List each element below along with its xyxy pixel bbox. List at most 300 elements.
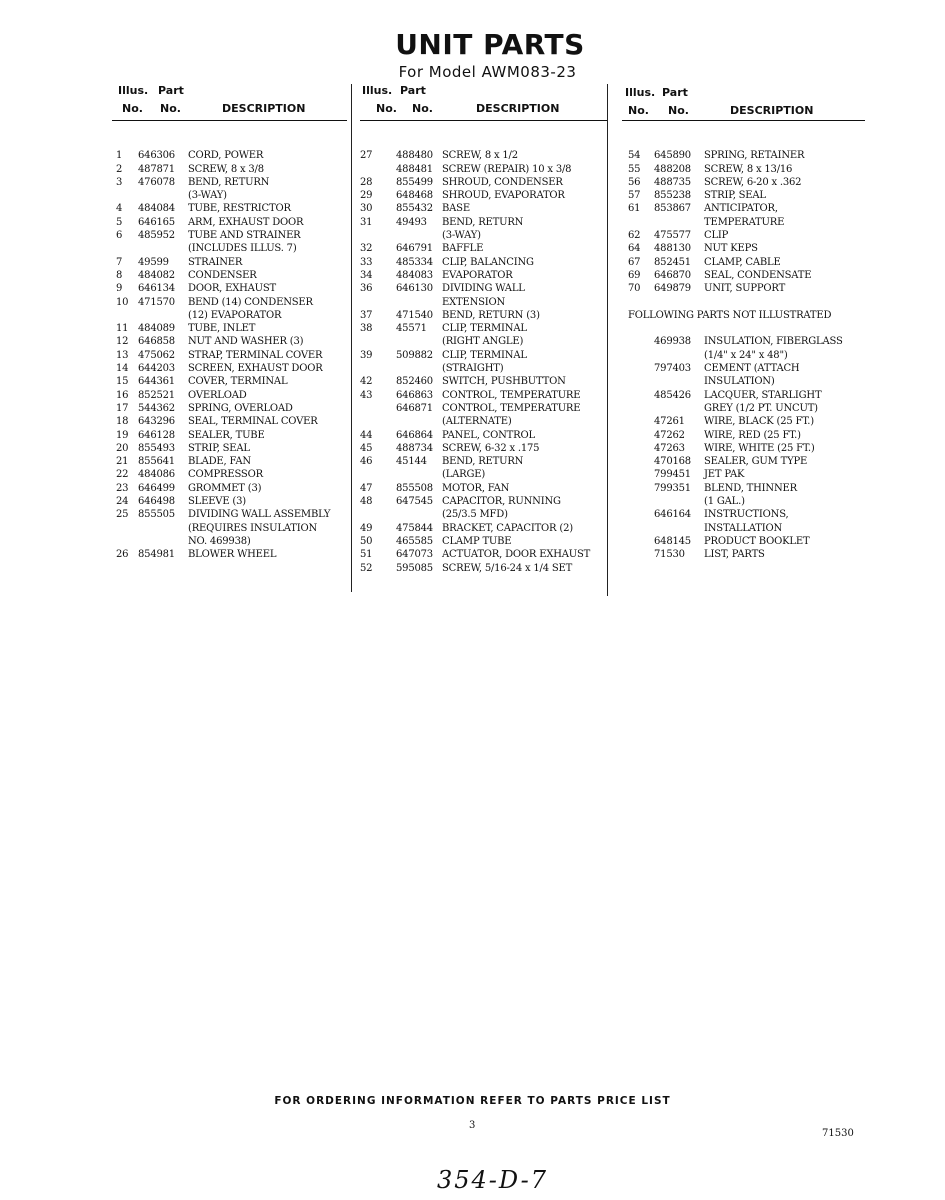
page-title: UNIT PARTS <box>395 28 585 61</box>
illus-no: 34 <box>360 269 373 281</box>
parts-row <box>360 256 610 269</box>
parts-row <box>622 322 867 335</box>
illus-no: 44 <box>360 429 373 441</box>
illus-no: 7 <box>116 256 123 268</box>
parts-row <box>622 189 867 202</box>
part-no: 45571 <box>396 323 427 335</box>
part-description: SEAL, CONDENSATE <box>704 269 812 281</box>
parts-row <box>360 482 610 495</box>
illus-no: 9 <box>116 283 123 295</box>
parts-row <box>622 442 867 455</box>
part-description: PRODUCT BOOKLET <box>704 535 810 547</box>
illus-no: 38 <box>360 323 373 335</box>
illus-no: 4 <box>116 203 123 215</box>
part-no: 643296 <box>138 416 175 428</box>
part-no: 646306 <box>138 150 175 162</box>
part-no: 644361 <box>138 376 175 388</box>
part-description: ACTUATOR, DOOR EXHAUST <box>442 549 591 561</box>
parts-row <box>360 362 610 375</box>
part-no: 49599 <box>138 256 169 268</box>
parts-row <box>622 375 867 388</box>
illus-no: 39 <box>360 349 373 361</box>
parts-row <box>622 468 867 481</box>
parts-row <box>112 296 352 309</box>
part-description: SPRING, RETAINER <box>704 150 805 162</box>
part-description: CLIP, TERMINAL <box>442 323 527 335</box>
part-description: BRACKET, CAPACITOR (2) <box>442 522 573 534</box>
part-no: 649879 <box>654 283 691 295</box>
part-no: 646870 <box>654 269 691 281</box>
parts-row <box>622 229 867 242</box>
part-description: CLAMP TUBE <box>442 535 512 547</box>
part-description: SCREW, 8 x 1/2 <box>442 150 518 162</box>
illus-no: 56 <box>628 176 641 188</box>
part-no: 645890 <box>654 150 691 162</box>
illus-no: 52 <box>360 562 373 574</box>
part-description: STRAINER <box>188 256 243 268</box>
parts-row <box>112 389 352 402</box>
parts-column-3 <box>622 84 867 561</box>
part-description: (1 GAL.) <box>704 496 745 508</box>
model-subtitle: For Model AWM083-23 <box>398 63 577 81</box>
part-description: TUBE, INLET <box>188 323 256 335</box>
part-description: ARM, EXHAUST DOOR <box>188 216 304 228</box>
illus-no: 14 <box>116 363 129 375</box>
part-no: 484082 <box>138 269 175 281</box>
part-no: 799351 <box>654 482 691 494</box>
part-no: 485952 <box>138 230 175 242</box>
parts-row <box>360 508 610 521</box>
illus-no: 69 <box>628 269 641 281</box>
header-part-no: No. <box>160 102 181 115</box>
parts-row <box>112 149 352 162</box>
parts-row <box>112 429 352 442</box>
parts-column-2 <box>360 84 610 574</box>
document-code: 71530 <box>822 1128 854 1139</box>
parts-row <box>622 296 867 309</box>
part-no: 646858 <box>138 336 175 348</box>
illus-no: 42 <box>360 376 373 388</box>
part-description: DOOR, EXHAUST <box>188 283 277 295</box>
illus-no: 29 <box>360 190 373 202</box>
illus-no: 6 <box>116 230 123 242</box>
part-description: INSTALLATION <box>704 522 783 534</box>
parts-row <box>622 163 867 176</box>
illus-no: 2 <box>116 163 123 175</box>
illus-no: 55 <box>628 163 641 175</box>
illus-no: 45 <box>360 442 373 454</box>
parts-row <box>360 136 610 149</box>
parts-row <box>360 296 610 309</box>
part-no: 471570 <box>138 296 175 308</box>
part-description: BEND, RETURN <box>188 176 270 188</box>
part-description: SEALER, TUBE <box>188 429 265 441</box>
parts-row <box>622 535 867 548</box>
parts-row <box>112 548 352 561</box>
column-divider-1 <box>351 84 352 592</box>
part-description: WIRE, WHITE (25 FT.) <box>704 442 815 454</box>
parts-row <box>622 282 867 295</box>
parts-row <box>112 189 352 202</box>
part-description: INSULATION, FIBERGLASS <box>704 336 843 348</box>
parts-row <box>112 229 352 242</box>
part-description: ANTICIPATOR, <box>704 203 778 215</box>
part-description: (1/4" x 24" x 48") <box>704 349 788 361</box>
illus-no: 33 <box>360 256 373 268</box>
header-illus-no: No. <box>376 102 397 115</box>
illus-no: 61 <box>628 203 641 215</box>
part-no: 646165 <box>138 216 175 228</box>
ordering-info: FOR ORDERING INFORMATION REFER TO PARTS PRICE LIST <box>274 1095 671 1107</box>
part-no: 484083 <box>396 269 433 281</box>
parts-row <box>622 202 867 215</box>
parts-row <box>622 309 867 322</box>
part-description: SHROUD, EVAPORATOR <box>442 190 565 202</box>
parts-row <box>622 362 867 375</box>
illus-no: 18 <box>116 416 129 428</box>
part-description: CLIP, TERMINAL <box>442 349 527 361</box>
part-description: SCREW, 6-20 x .362 <box>704 176 802 188</box>
part-description: LACQUER, STARLIGHT <box>704 389 822 401</box>
illus-no: 21 <box>116 456 129 468</box>
column-header <box>360 84 610 120</box>
part-no: 544362 <box>138 402 175 414</box>
illus-no: 27 <box>360 150 373 162</box>
illus-no: 67 <box>628 256 641 268</box>
part-no: 49493 <box>396 216 427 228</box>
part-description: (RIGHT ANGLE) <box>442 336 524 348</box>
part-no: 484086 <box>138 469 175 481</box>
part-no: 488208 <box>654 163 691 175</box>
parts-row <box>112 415 352 428</box>
handwritten-reference: 354-D-7 <box>437 1166 548 1194</box>
header-part: Part <box>662 86 688 99</box>
part-description: CONTROL, TEMPERATURE <box>442 402 581 414</box>
part-no: 71530 <box>654 549 685 561</box>
illus-no: 12 <box>116 336 129 348</box>
illus-no: 50 <box>360 535 373 547</box>
part-no: 855641 <box>138 456 175 468</box>
part-description: (INCLUDES ILLUS. 7) <box>188 243 297 255</box>
parts-row <box>360 229 610 242</box>
header-illus-no: No. <box>122 102 143 115</box>
parts-row <box>360 176 610 189</box>
header-description: DESCRIPTION <box>730 104 814 117</box>
parts-row <box>112 468 352 481</box>
header-part: Part <box>400 84 426 97</box>
part-description: WIRE, RED (25 FT.) <box>704 429 801 441</box>
part-no: 509882 <box>396 349 433 361</box>
illus-no: 11 <box>116 323 129 335</box>
parts-row <box>622 349 867 362</box>
parts-row <box>360 402 610 415</box>
part-description: SPRING, OVERLOAD <box>188 402 293 414</box>
parts-row <box>360 389 610 402</box>
parts-row <box>622 335 867 348</box>
illus-no: 54 <box>628 150 641 162</box>
part-description: DIVIDING WALL <box>442 283 525 295</box>
parts-list <box>112 136 352 562</box>
parts-row <box>622 149 867 162</box>
parts-row <box>112 362 352 375</box>
parts-row <box>360 349 610 362</box>
parts-row <box>360 202 610 215</box>
part-no: 852460 <box>396 376 433 388</box>
part-description: SEAL, TERMINAL COVER <box>188 416 318 428</box>
part-description: INSULATION) <box>704 376 775 388</box>
part-description: (12) EVAPORATOR <box>188 309 282 321</box>
part-description: SEALER, GUM TYPE <box>704 456 808 468</box>
part-description: (ALTERNATE) <box>442 416 512 428</box>
part-description: NUT AND WASHER (3) <box>188 336 304 348</box>
part-description: (3-WAY) <box>442 230 481 242</box>
part-description: SCREW, 6-32 x .175 <box>442 442 540 454</box>
part-no: 799451 <box>654 469 691 481</box>
parts-row <box>112 522 352 535</box>
parts-row <box>112 508 352 521</box>
part-no: 644203 <box>138 363 175 375</box>
column-header <box>622 84 867 120</box>
part-description: GREY (1/2 PT. UNCUT) <box>704 402 818 414</box>
part-no: 646864 <box>396 429 433 441</box>
part-description: NO. 469938) <box>188 535 251 547</box>
illus-no: 31 <box>360 216 373 228</box>
illus-no: 22 <box>116 469 129 481</box>
part-no: 465585 <box>396 535 433 547</box>
parts-row <box>112 282 352 295</box>
not-illustrated-note: FOLLOWING PARTS NOT ILLUSTRATED <box>628 309 832 321</box>
part-description: BLOWER WHEEL <box>188 549 277 561</box>
part-description: BEND (14) CONDENSER <box>188 296 313 308</box>
part-description: (3-WAY) <box>188 190 227 202</box>
header-part-no: No. <box>668 104 689 117</box>
parts-row <box>622 522 867 535</box>
part-description: STRAP, TERMINAL COVER <box>188 349 323 361</box>
parts-row <box>112 136 352 149</box>
part-no: 646498 <box>138 496 175 508</box>
parts-row <box>622 242 867 255</box>
illus-no: 62 <box>628 230 641 242</box>
parts-row <box>112 163 352 176</box>
part-no: 855238 <box>654 190 691 202</box>
parts-row <box>360 282 610 295</box>
illus-no: 26 <box>116 549 129 561</box>
part-description: SLEEVE (3) <box>188 496 246 508</box>
part-no: 470168 <box>654 456 691 468</box>
part-no: 646134 <box>138 283 175 295</box>
parts-row <box>622 548 867 561</box>
parts-column-1 <box>112 84 352 561</box>
part-no: 855508 <box>396 482 433 494</box>
part-description: BEND, RETURN <box>442 216 524 228</box>
part-no: 852451 <box>654 256 691 268</box>
part-no: 647073 <box>396 549 433 561</box>
parts-row <box>360 216 610 229</box>
part-no: 646130 <box>396 283 433 295</box>
parts-row <box>112 309 352 322</box>
header-part-no: No. <box>412 102 433 115</box>
part-no: 475844 <box>396 522 433 534</box>
part-no: 485426 <box>654 389 691 401</box>
part-description: STRIP, SEAL <box>188 442 250 454</box>
illus-no: 1 <box>116 150 123 162</box>
illus-no: 37 <box>360 309 373 321</box>
header-illus-no: No. <box>628 104 649 117</box>
parts-row <box>622 176 867 189</box>
parts-row <box>622 455 867 468</box>
part-no: 484084 <box>138 203 175 215</box>
part-no: 488734 <box>396 442 433 454</box>
parts-row <box>112 455 352 468</box>
part-description: BLADE, FAN <box>188 456 251 468</box>
part-description: OVERLOAD <box>188 389 247 401</box>
part-description: CAPACITOR, RUNNING <box>442 496 561 508</box>
parts-row <box>360 535 610 548</box>
part-description: (REQUIRES INSULATION <box>188 522 318 534</box>
column-header <box>112 84 352 120</box>
part-no: 855499 <box>396 176 433 188</box>
part-no: 471540 <box>396 309 433 321</box>
parts-row <box>360 562 610 575</box>
part-description: SCREW, 8 x 13/16 <box>704 163 793 175</box>
illus-no: 8 <box>116 269 123 281</box>
part-description: TUBE AND STRAINER <box>188 230 301 242</box>
parts-row <box>622 429 867 442</box>
part-description: BEND, RETURN <box>442 456 524 468</box>
header-rule <box>622 120 865 121</box>
part-description: NUT KEPS <box>704 243 758 255</box>
header-part: Part <box>158 84 184 97</box>
part-no: 797403 <box>654 363 691 375</box>
parts-row <box>360 163 610 176</box>
part-no: 855493 <box>138 442 175 454</box>
illus-no: 24 <box>116 496 129 508</box>
part-description: BAFFLE <box>442 243 484 255</box>
parts-row <box>112 256 352 269</box>
part-no: 47263 <box>654 442 685 454</box>
part-no: 47262 <box>654 429 685 441</box>
parts-row <box>112 402 352 415</box>
illus-no: 49 <box>360 522 373 534</box>
illus-no: 47 <box>360 482 373 494</box>
header-rule <box>360 120 608 121</box>
parts-row <box>622 415 867 428</box>
part-description: SWITCH, PUSHBUTTON <box>442 376 566 388</box>
part-no: 488130 <box>654 243 691 255</box>
part-description: (LARGE) <box>442 469 486 481</box>
part-no: 488735 <box>654 176 691 188</box>
illus-no: 15 <box>116 376 129 388</box>
parts-list <box>360 136 610 575</box>
part-no: 855432 <box>396 203 433 215</box>
part-description: EVAPORATOR <box>442 269 513 281</box>
parts-row <box>622 216 867 229</box>
parts-row <box>112 349 352 362</box>
part-no: 484089 <box>138 323 175 335</box>
part-description: UNIT, SUPPORT <box>704 283 786 295</box>
part-no: 47261 <box>654 416 685 428</box>
parts-row <box>360 189 610 202</box>
part-description: SCREEN, EXHAUST DOOR <box>188 363 323 375</box>
part-description: BEND, RETURN (3) <box>442 309 540 321</box>
parts-row <box>622 482 867 495</box>
illus-no: 13 <box>116 349 129 361</box>
part-description: CEMENT (ATTACH <box>704 363 800 375</box>
part-description: CORD, POWER <box>188 150 264 162</box>
parts-row <box>360 495 610 508</box>
part-no: 855505 <box>138 509 175 521</box>
parts-row <box>112 375 352 388</box>
part-description: (25/3.5 MFD) <box>442 509 508 521</box>
part-description: INSTRUCTIONS, <box>704 509 789 521</box>
parts-row <box>622 508 867 521</box>
parts-row <box>112 216 352 229</box>
part-description: CONTROL, TEMPERATURE <box>442 389 581 401</box>
parts-row <box>360 322 610 335</box>
part-description: CLIP, BALANCING <box>442 256 534 268</box>
part-no: 476078 <box>138 176 175 188</box>
parts-row <box>622 402 867 415</box>
parts-row <box>112 535 352 548</box>
part-description: JET PAK <box>704 469 745 481</box>
parts-row <box>622 495 867 508</box>
part-description: TUBE, RESTRICTOR <box>188 203 291 215</box>
illus-no: 36 <box>360 283 373 295</box>
part-description: BLEND, THINNER <box>704 482 797 494</box>
part-no: 646128 <box>138 429 175 441</box>
part-description: PANEL, CONTROL <box>442 429 535 441</box>
illus-no: 19 <box>116 429 129 441</box>
part-description: SCREW, 5/16-24 x 1/4 SET <box>442 562 573 574</box>
illus-no: 17 <box>116 402 129 414</box>
illus-no: 23 <box>116 482 129 494</box>
illus-no: 10 <box>116 296 129 308</box>
header-description: DESCRIPTION <box>476 102 560 115</box>
parts-row <box>360 309 610 322</box>
parts-row <box>112 269 352 282</box>
illus-no: 25 <box>116 509 129 521</box>
part-description: WIRE, BLACK (25 FT.) <box>704 416 814 428</box>
illus-no: 5 <box>116 216 123 228</box>
parts-row <box>360 455 610 468</box>
parts-row <box>112 442 352 455</box>
illus-no: 48 <box>360 496 373 508</box>
illus-no: 28 <box>360 176 373 188</box>
part-no: 648145 <box>654 535 691 547</box>
illus-no: 70 <box>628 283 641 295</box>
parts-row <box>622 256 867 269</box>
parts-row <box>360 269 610 282</box>
header-illus: Illus. <box>625 86 656 99</box>
parts-row <box>360 335 610 348</box>
part-description: BASE <box>442 203 470 215</box>
parts-row <box>360 468 610 481</box>
part-no: 488481 <box>396 163 433 175</box>
part-description: SHROUD, CONDENSER <box>442 176 563 188</box>
part-no: 595085 <box>396 562 433 574</box>
illus-no: 30 <box>360 203 373 215</box>
parts-row <box>360 522 610 535</box>
part-no: 647545 <box>396 496 433 508</box>
part-no: 646791 <box>396 243 433 255</box>
part-no: 646499 <box>138 482 175 494</box>
part-no: 475577 <box>654 230 691 242</box>
part-description: DIVIDING WALL ASSEMBLY <box>188 509 331 521</box>
parts-row <box>112 482 352 495</box>
part-description: COVER, TERMINAL <box>188 376 288 388</box>
header-illus: Illus. <box>118 84 149 97</box>
parts-row <box>360 442 610 455</box>
